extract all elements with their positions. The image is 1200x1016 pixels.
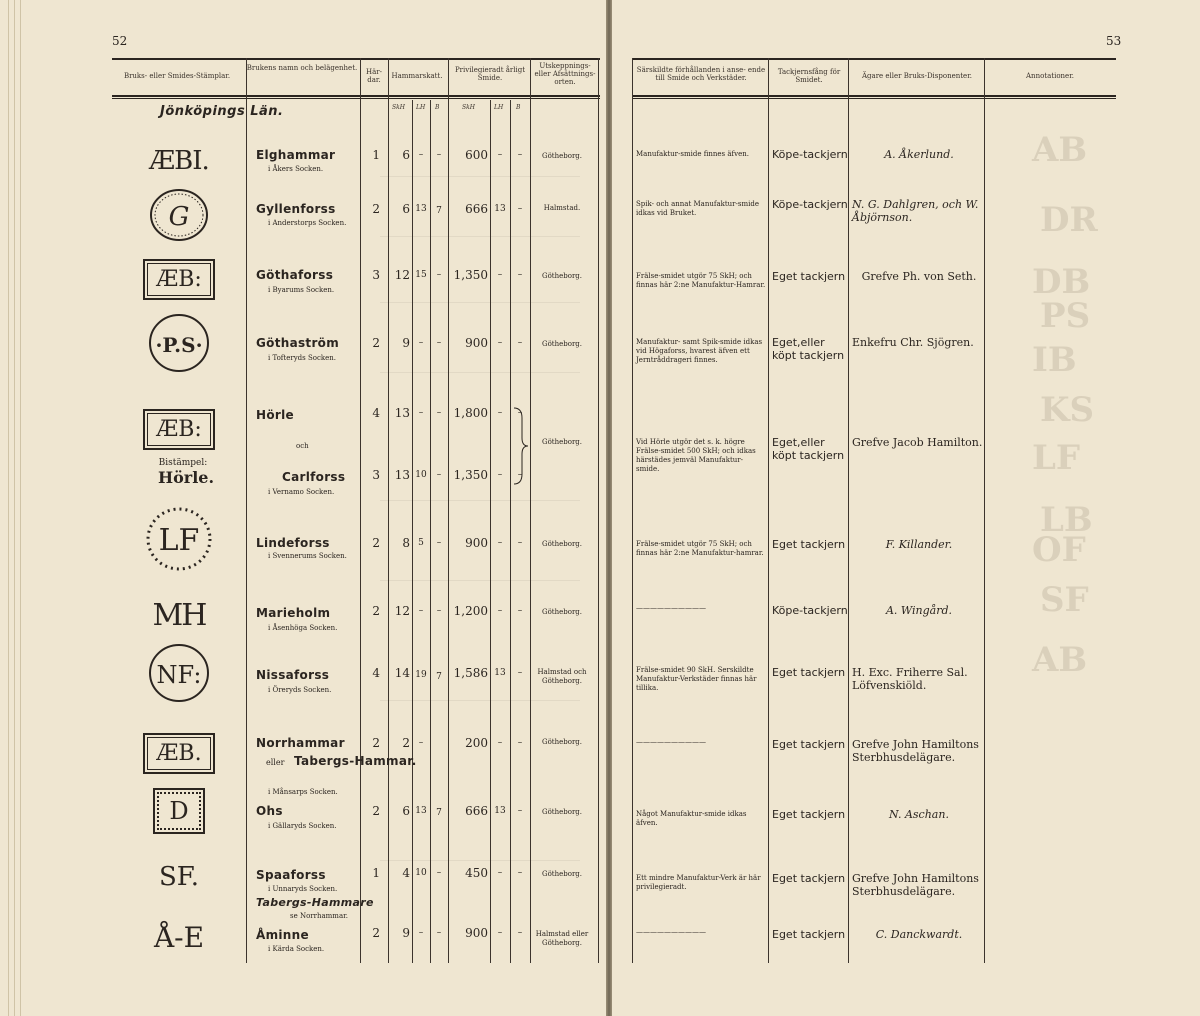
works-name: Spaaforss <box>256 868 326 882</box>
ghost-stamp: PS <box>1040 296 1091 336</box>
hammer-b: – <box>436 270 442 280</box>
hearths: 1 <box>372 866 380 880</box>
bistampel-value: Hörle. <box>158 468 215 487</box>
hammer-sk: 13 <box>394 468 410 482</box>
priv-lb: – <box>497 738 503 748</box>
stamp-mark-text: ÆB: <box>147 413 211 446</box>
priv-b: – <box>517 668 523 678</box>
pig-iron: Eget tackjern <box>772 872 846 885</box>
stamp-mark-text: D <box>157 792 200 830</box>
header-bottom-rule <box>632 95 1116 97</box>
owner: Enkefru Chr. Sjögren. <box>852 336 974 349</box>
hammer-sk: 6 <box>402 804 410 818</box>
header-bottom-rule <box>112 95 600 97</box>
works-parish: i Månsarps Socken. <box>268 788 338 796</box>
priv-sk: 900 <box>465 336 488 350</box>
stamp-mark <box>140 648 218 698</box>
works-name: Göthaforss <box>256 268 334 282</box>
hearths: 4 <box>372 666 380 680</box>
priv-sk: 1,800 <box>453 406 488 420</box>
works-parish: i Åkers Socken. <box>268 165 324 173</box>
priv-sk: 1,200 <box>453 604 488 618</box>
priv-lb: – <box>497 928 503 938</box>
hammer-lb: – <box>418 408 424 418</box>
header-notes: Annotationer. <box>1026 72 1074 80</box>
owner: Grefve John Hamiltons Sterbhusdelägare. <box>852 872 979 898</box>
priv-lb: – <box>497 270 503 280</box>
hammer-b: – <box>436 928 442 938</box>
owner: F. Killander. <box>885 538 953 551</box>
works-name: Norrhammar <box>256 736 345 750</box>
pig-iron: Köpe-tackjern <box>772 148 848 161</box>
hammer-sk: 8 <box>402 536 410 550</box>
priv-sk: 450 <box>465 866 488 880</box>
cross-ref-name: Tabergs-Hammare <box>256 896 374 909</box>
unit-lb: LH <box>416 104 426 111</box>
port: Götheborg. <box>541 808 583 816</box>
hearths: 2 <box>372 804 380 818</box>
hammer-lb: – <box>418 150 424 160</box>
page-number-left: 52 <box>112 34 128 48</box>
priv-b: – <box>517 470 523 480</box>
hammer-lb: 10 <box>415 470 427 480</box>
port: Götheborg. <box>541 340 583 348</box>
pig-iron: Köpe-tackjern <box>772 198 848 211</box>
eller-label: eller <box>266 758 285 767</box>
owner: A. Wingård. <box>885 604 953 617</box>
priv-b: – <box>517 738 523 748</box>
works-name: Lindeforss <box>256 536 330 550</box>
ghost-stamp: DB <box>1032 262 1091 302</box>
hammer-b: – <box>436 150 442 160</box>
works-name: Marieholm <box>256 606 331 620</box>
hammer-b: – <box>436 868 442 878</box>
hearths: 3 <box>372 268 380 282</box>
stamp-mark: ÆBI. <box>149 146 209 176</box>
unit-sk: SkH <box>462 104 475 111</box>
hearths: 2 <box>372 926 380 940</box>
priv-lb: 13 <box>494 668 506 678</box>
stamp-mark-text: G <box>168 202 190 232</box>
works-parish: i Anderstorps Socken. <box>268 219 347 227</box>
priv-sk: 900 <box>465 926 488 940</box>
works-parish: i Åsenhöga Socken. <box>268 624 338 632</box>
hammer-lb: 19 <box>415 670 427 680</box>
remark: Ett mindre Manufaktur-Verk är här privilegieradt. <box>636 874 761 891</box>
hammer-lb: – <box>418 738 424 748</box>
stamp-mark: SF. <box>158 862 200 892</box>
remark: Frälse-smidet utgör 75 SkH; och finnas här 2:ne Manufaktur-Hamrar. <box>636 272 766 289</box>
works-name: Carlforss <box>282 470 346 484</box>
hammer-sk: 4 <box>402 866 410 880</box>
priv-b: – <box>517 270 523 280</box>
priv-sk: 200 <box>465 736 488 750</box>
works-parish: i Vernamo Socken. <box>268 488 335 496</box>
header-top-rule <box>632 58 1116 60</box>
priv-b: – <box>517 806 523 816</box>
pig-iron: Köpe-tackjern <box>772 604 848 617</box>
pig-iron: Eget tackjern <box>772 738 846 751</box>
stamp-mark <box>140 318 218 368</box>
header-hearths: Här- dar. <box>366 68 382 84</box>
works-name: Åminne <box>256 928 309 942</box>
owner: Grefve John Hamiltons Sterbhusdelägare. <box>852 738 979 764</box>
priv-b: – <box>517 150 523 160</box>
works-name: Göthaström <box>256 336 340 350</box>
hammer-lb: 13 <box>415 204 427 214</box>
priv-lb: – <box>497 538 503 548</box>
priv-b: – <box>517 868 523 878</box>
stamp-mark-text: ÆB: <box>147 263 211 296</box>
remark: Frälse-smidet utgör 75 SkH; och finnas här 2:ne Manufaktur-hamrar. <box>636 540 764 557</box>
stamp-mark-text: ·P.S· <box>155 333 203 357</box>
priv-lb: – <box>497 150 503 160</box>
hearths: 2 <box>372 736 380 750</box>
works-parish: i Kärda Socken. <box>268 945 325 953</box>
stamp-mark-text: NF: <box>156 661 202 689</box>
unit-sk: SkH <box>392 104 405 111</box>
priv-sk: 1,350 <box>453 468 488 482</box>
hearths: 2 <box>372 604 380 618</box>
works-parish: i Byarums Socken. <box>268 286 335 294</box>
ghost-stamp: AB <box>1032 640 1088 680</box>
ghost-stamp: KS <box>1040 390 1095 430</box>
priv-lb: – <box>497 868 503 878</box>
ghost-stamp: LF <box>1032 438 1081 478</box>
hammer-lb: 5 <box>418 538 424 548</box>
works-parish: i Tofteryds Socken. <box>268 354 336 362</box>
stamp-mark <box>140 728 218 778</box>
hammer-b: – <box>436 606 442 616</box>
works-parish: i Gällaryds Socken. <box>268 822 337 830</box>
owner: H. Exc. Friherre Sal. Löfvenskiöld. <box>852 666 968 692</box>
priv-sk: 1,586 <box>453 666 488 680</box>
priv-sk: 666 <box>465 804 488 818</box>
port: Götheborg. <box>541 608 583 616</box>
pig-iron: Eget,eller köpt tackjern <box>772 336 845 362</box>
priv-b: – <box>517 928 523 938</box>
stamp-mark <box>140 190 218 240</box>
owner: Grefve Jacob Hamilton. <box>852 436 983 449</box>
header-privileged: Privilegieradt årligt Smide. <box>454 66 526 82</box>
hearths: 1 <box>372 148 380 162</box>
ghost-stamp: IB <box>1032 340 1077 380</box>
hammer-lb: – <box>418 606 424 616</box>
pig-iron: Eget tackjern <box>772 270 846 283</box>
header-special: Särskildte förhållanden i anse- ende till Smide och Verkstäder. <box>636 66 766 82</box>
hammer-sk: 12 <box>394 268 410 282</box>
stamp-mark: MH <box>152 597 206 633</box>
bistampel-label: Bistämpel: <box>158 458 208 468</box>
header-name: Brukens namn och belägenhet. <box>246 64 358 72</box>
header-owners: Ägare eller Bruks-Disponenter. <box>861 72 972 80</box>
ghost-stamp: LB <box>1040 500 1093 540</box>
priv-lb: – <box>497 338 503 348</box>
works-alt-name: Tabergs-Hammar. <box>294 754 417 768</box>
hammer-lb: 10 <box>415 868 427 878</box>
port: Götheborg. <box>541 438 583 446</box>
owner: N. Aschan. <box>889 808 949 821</box>
hammer-b: – <box>436 338 442 348</box>
hammer-sk: 13 <box>394 406 410 420</box>
remark: Manufaktur-smide finnes äfven. <box>636 150 749 158</box>
hammer-sk: 9 <box>402 926 410 940</box>
works-name: Elghammar <box>256 148 336 162</box>
hearths: 2 <box>372 336 380 350</box>
priv-lb: 13 <box>494 806 506 816</box>
owner: C. Danckwardt. <box>875 928 963 941</box>
page-edge <box>14 0 15 1016</box>
priv-lb: 13 <box>494 204 506 214</box>
hammer-b: – <box>436 408 442 418</box>
header-port: Utskeppnings- eller Afsättnings- orten. <box>534 62 596 86</box>
port: Götheborg. <box>541 152 583 160</box>
priv-b: – <box>517 606 523 616</box>
hammer-b: – <box>436 538 442 548</box>
hammer-sk: 12 <box>394 604 410 618</box>
remark: Frälse-smidet 90 SkH. Serskildte Manufaktur-Verkstäder finnas här tillika. <box>636 666 757 692</box>
header-pig-iron: Tackjernsfång för Smidet. <box>777 68 841 84</box>
priv-sk: 600 <box>465 148 488 162</box>
header-stamps: Bruks- eller Smides-Stämplar. <box>123 72 231 80</box>
works-parish: i Svennerums Socken. <box>268 552 347 560</box>
page-edge <box>8 0 9 1016</box>
priv-lb: – <box>497 606 503 616</box>
stamp-mark: Å-E <box>153 920 205 954</box>
stamp-mark-text: LF <box>158 523 200 558</box>
priv-sk: 666 <box>465 202 488 216</box>
remark: Spik- och annat Manufaktur-smide idkas vid Bruket. <box>636 200 759 217</box>
port: Halmstad eller Götheborg. <box>535 930 589 947</box>
hammer-b: 7 <box>436 206 442 216</box>
works-name: Nissaforss <box>256 668 330 682</box>
hammer-b: 7 <box>436 808 442 818</box>
hammer-lb: 15 <box>415 270 427 280</box>
hammer-b: 7 <box>436 672 442 682</box>
hammer-lb: 13 <box>415 806 427 816</box>
header-top-rule <box>112 58 600 60</box>
stamp-mark <box>140 254 218 304</box>
remark: —————————— <box>636 928 706 936</box>
bistampel <box>158 458 215 487</box>
owner: A. Åkerlund. <box>884 148 954 161</box>
pig-iron: Eget,eller köpt tackjern <box>772 436 845 462</box>
priv-sk: 900 <box>465 536 488 550</box>
hearths: 3 <box>372 468 380 482</box>
page-number-right: 53 <box>1106 34 1122 48</box>
hammer-sk: 6 <box>402 148 410 162</box>
priv-lb: – <box>497 470 503 480</box>
priv-lb: – <box>497 408 503 418</box>
hammer-sk: 9 <box>402 336 410 350</box>
cross-ref-see: se Norrhammar. <box>290 912 348 920</box>
owner: N. G. Dahlgren, och W. Åbjörnson. <box>852 198 979 224</box>
county-heading: Jönköpings Län. <box>160 104 284 119</box>
port: Götheborg. <box>541 272 583 280</box>
pig-iron: Eget tackjern <box>772 666 846 679</box>
priv-b: – <box>517 408 523 418</box>
hammer-sk: 2 <box>402 736 410 750</box>
hammer-lb: – <box>418 928 424 938</box>
priv-sk: 1,350 <box>453 268 488 282</box>
stamp-mark <box>140 786 218 836</box>
port: Götheborg. <box>541 738 583 746</box>
hammer-b: – <box>436 470 442 480</box>
unit-b: B <box>435 104 440 111</box>
hearths: 2 <box>372 202 380 216</box>
port: Halmstad och Götheborg. <box>537 668 587 685</box>
port: Götheborg. <box>541 540 583 548</box>
works-name: Gyllenforss <box>256 202 336 216</box>
priv-b: – <box>517 338 523 348</box>
pig-iron: Eget tackjern <box>772 538 846 551</box>
unit-b: B <box>516 104 521 111</box>
works-name: Hörle <box>256 408 294 422</box>
ghost-stamp: AB <box>1032 130 1088 170</box>
stamp-mark-text: ÆB. <box>147 737 210 770</box>
och-label: och <box>296 442 309 450</box>
hearths: 2 <box>372 536 380 550</box>
ghost-stamp: OF <box>1032 530 1086 570</box>
ghost-stamp: DR <box>1040 200 1098 240</box>
priv-b: – <box>517 204 523 214</box>
works-name: Ohs <box>256 804 283 818</box>
priv-b: – <box>517 538 523 548</box>
ghost-stamp: SF <box>1040 580 1089 620</box>
stamp-mark <box>140 514 218 564</box>
remark: Manufaktur- samt Spik-smide idkas vid Högaforss, hvarest äfven ett Jerntråddrageri finnes. <box>636 338 763 364</box>
works-parish: i Öreryds Socken. <box>268 686 332 694</box>
hammer-sk: 6 <box>402 202 410 216</box>
hammer-sk: 14 <box>394 666 410 680</box>
pig-iron: Eget tackjern <box>772 928 846 941</box>
pig-iron: Eget tackjern <box>772 808 846 821</box>
page-edge <box>20 0 21 1016</box>
remark: —————————— <box>636 604 706 612</box>
unit-lb: LH <box>494 104 504 111</box>
owner: Grefve Ph. von Seth. <box>861 270 977 283</box>
stamp-mark <box>140 404 218 454</box>
remark: Vid Hörle utgör det s. k. högre Frälse-smidet 500 SkH; och idkas härstädes jemväl Manufaktur-smide. <box>636 438 756 473</box>
port: Halmstad. <box>543 204 581 212</box>
port: Götheborg. <box>541 870 583 878</box>
hammer-lb: – <box>418 338 424 348</box>
remark: Något Manufaktur-smide idkas äfven. <box>636 810 747 827</box>
works-parish: i Unnaryds Socken. <box>268 885 338 893</box>
remark: —————————— <box>636 738 706 746</box>
hearths: 4 <box>372 406 380 420</box>
header-hammer-tax: Hammarskatt. <box>391 72 443 80</box>
